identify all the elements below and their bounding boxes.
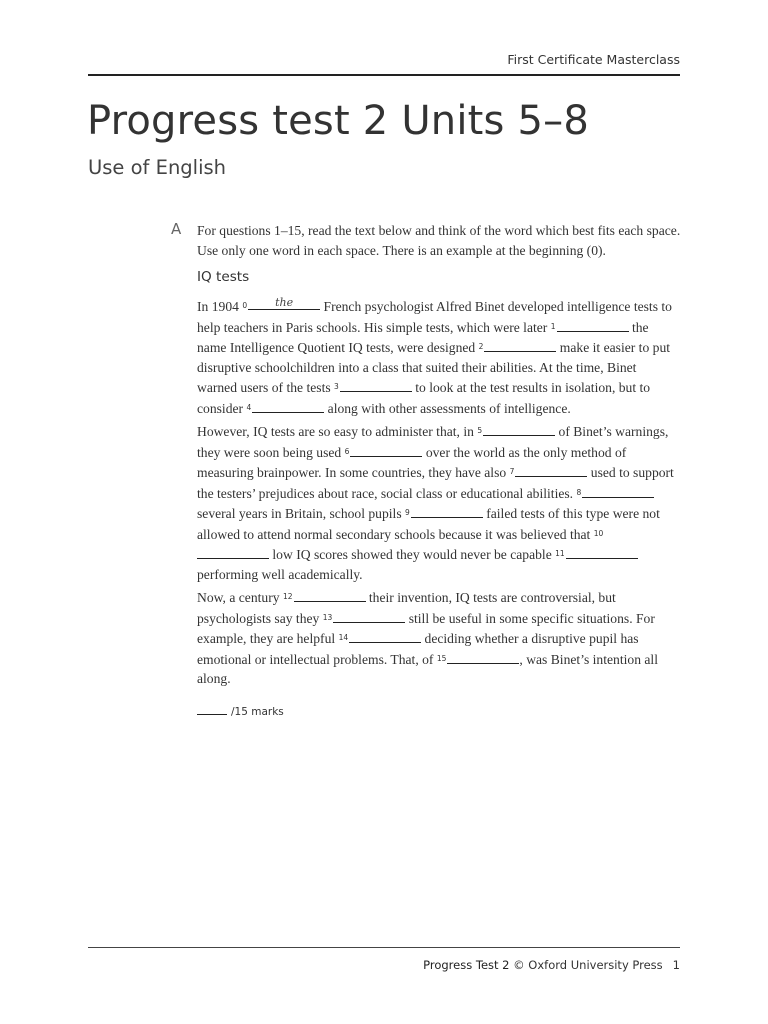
gap-number: 9	[405, 508, 410, 517]
score-blank[interactable]	[197, 704, 227, 715]
gap-number: 10	[593, 528, 604, 538]
gap-10-blank[interactable]	[197, 546, 269, 559]
gap-number: 5	[477, 426, 483, 435]
page-title: Progress test 2 Units 5–8	[87, 98, 589, 144]
gap-0-example	[248, 297, 320, 310]
passage-text: still be useful in some specific situations. For example, they are helpful	[197, 610, 655, 646]
gap-9-blank[interactable]	[411, 505, 483, 518]
text-title: IQ tests	[197, 269, 250, 285]
passage-text: performing well academically.	[197, 566, 363, 582]
gap-14-blank[interactable]	[349, 630, 421, 643]
gap-number: 8	[576, 487, 582, 497]
gap-11-blank[interactable]	[566, 546, 638, 559]
gap-number: 6	[344, 446, 350, 456]
passage-text: several years in Britain, school pupils	[197, 506, 402, 521]
gap-number: 14	[338, 633, 349, 642]
gap-15-blank[interactable]	[447, 651, 519, 664]
score-box	[197, 704, 284, 718]
gap-1-blank[interactable]	[557, 319, 629, 332]
header-rule	[88, 74, 680, 76]
section-letter: A	[171, 220, 182, 238]
passage-text: , was Binet’s intention all along.	[197, 651, 658, 686]
passage-text: failed tests of this type were not allowed to attend normal secondary schools because it was believed that	[197, 506, 660, 542]
passage-text: used to support the testers’ prejudices about race, social class or educational abilities.	[197, 465, 674, 501]
footer-rule	[88, 947, 680, 948]
example-answer: the	[275, 296, 294, 309]
gap-number: 11	[555, 549, 565, 558]
gap-number: 7	[509, 467, 515, 476]
gap-3-blank[interactable]	[340, 379, 412, 392]
paragraph-1	[197, 296, 675, 418]
gap-12-blank[interactable]	[294, 589, 366, 602]
passage-text: deciding whether a disruptive pupil has emotional or intellectual problems. That, of	[197, 631, 639, 667]
gap-7-blank[interactable]	[515, 464, 587, 477]
score-label: /15 marks	[231, 706, 284, 718]
passage-text: their invention, IQ tests are controversial, but psychologists say they	[197, 590, 616, 626]
footer-test-name: Progress Test 2	[423, 958, 510, 972]
passage-text: low IQ scores showed they would never be capable	[272, 547, 552, 562]
gap-number: 13	[322, 612, 333, 622]
gap-number: 4	[246, 402, 252, 412]
gap-number: 15	[436, 653, 447, 663]
passage-text: make it easier to put disruptive schoolchildren into a class that suited their abilities. At the time, Binet warned users of the tests	[197, 340, 671, 395]
gap-8-blank[interactable]	[582, 485, 654, 498]
passage-text: French psychologist Alfred Binet developed intelligence tests to help teachers in Paris schools. His simple tests, which were later	[197, 299, 672, 335]
passage	[197, 296, 675, 692]
paragraph-3	[197, 587, 675, 689]
passage-text: However, IQ tests are so easy to administer that, in	[197, 424, 474, 439]
passage-text: to look at the test results in isolation, but to consider	[197, 380, 651, 416]
passage-text: the name Intelligence Quotient IQ tests, were designed	[197, 319, 649, 355]
book-title: First Certificate Masterclass	[507, 52, 680, 67]
page-number: 1	[672, 958, 680, 972]
instructions: For questions 1–15, read the text below and think of the word which best fits each space. Use only one word in each space. There is an example at the beginning (0).	[197, 223, 681, 258]
passage-text: of Binet’s warnings, they were soon being used	[197, 424, 669, 460]
gap-number: 0	[242, 301, 248, 310]
footer	[423, 958, 680, 972]
gap-4-blank[interactable]	[252, 400, 324, 413]
passage-text: Now, a century	[197, 590, 280, 605]
gap-number: 1	[550, 321, 556, 331]
paragraph-2	[197, 421, 675, 584]
gap-13-blank[interactable]	[333, 610, 405, 623]
passage-text: In 1904	[197, 299, 239, 314]
page-subtitle: Use of English	[88, 156, 227, 179]
gap-number: 2	[478, 342, 484, 351]
footer-copyright: © Oxford University Press	[513, 958, 663, 972]
gap-6-blank[interactable]	[350, 444, 422, 457]
gap-number: 12	[282, 592, 293, 601]
passage-text: along with other assessments of intelligence.	[327, 400, 571, 416]
passage-text: over the world as the only method of measuring brainpower. In some countries, they have also	[197, 444, 627, 480]
gap-5-blank[interactable]	[483, 423, 555, 436]
gap-number: 3	[334, 382, 339, 391]
gap-2-blank[interactable]	[484, 339, 556, 352]
